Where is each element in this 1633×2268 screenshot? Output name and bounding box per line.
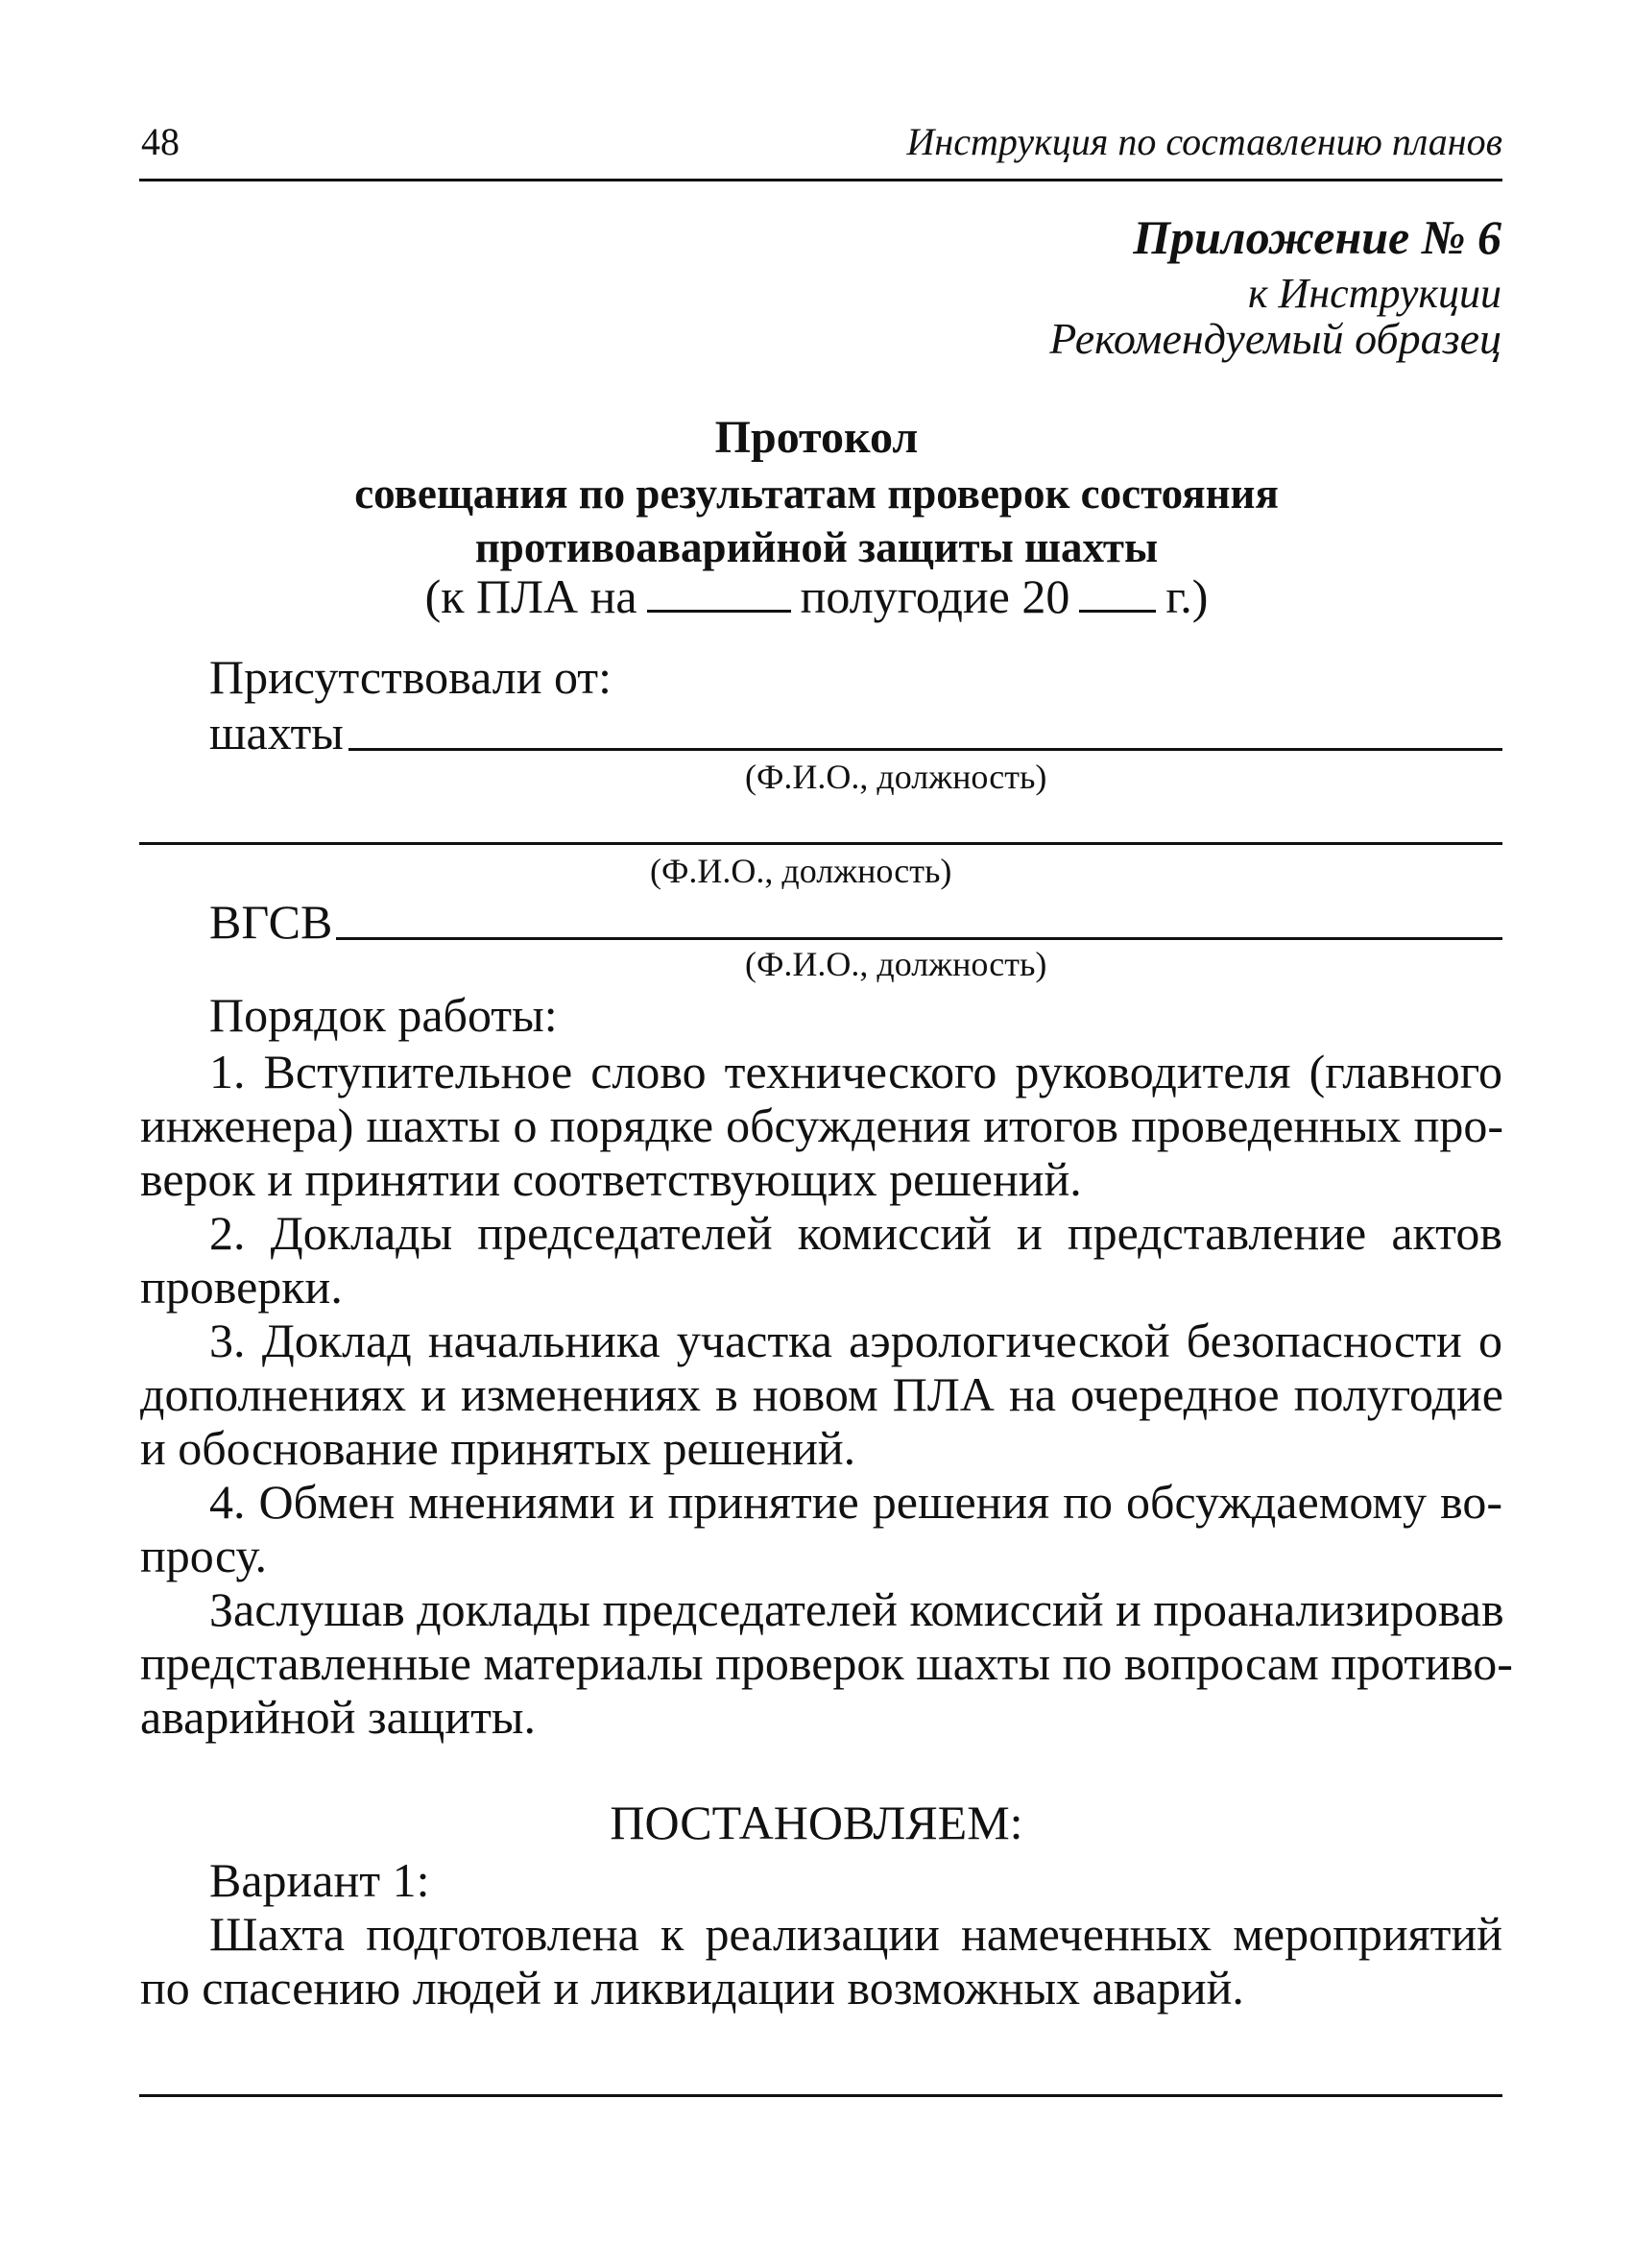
half-year-blank[interactable] [647, 573, 791, 613]
year-blank[interactable] [1079, 573, 1156, 613]
mine-representative-line[interactable] [348, 748, 1502, 751]
period-text-b: полугодие 20 [800, 569, 1070, 623]
appendix-reference: к Инструкции [1247, 270, 1501, 317]
agenda-item-1-line3: верок и принятии соответствующих решений. [140, 1152, 1082, 1206]
agenda-item-4-line2: просу. [140, 1529, 268, 1582]
protocol-subtitle-line2: противоаварийной защиты шахты [474, 523, 1159, 571]
running-title: Инструкция по составлению планов [906, 120, 1502, 163]
protocol-title: Протокол [714, 412, 919, 463]
agenda-item-3-line3: и обоснование принятых решений. [140, 1421, 856, 1475]
protocol-period-line [0, 569, 1633, 623]
period-text-a: (к ПЛА на [424, 569, 637, 623]
agenda-item-4-line1: 4. Обмен мнениями и принятие решения по обсуждаемому во- [209, 1475, 1502, 1529]
protocol-subtitle-line1: совещания по результатам проверок состояния [354, 470, 1279, 518]
conclusion-line1: Заслушав доклады председателей комиссий и проанализировав [209, 1582, 1504, 1636]
agenda-item-3-line2: дополнениях и изменениях в новом ПЛА на очередное полугодие [140, 1367, 1503, 1421]
second-representative-line[interactable] [139, 842, 1502, 845]
conclusion-line2: представленные материалы проверок шахты по вопросам противо- [140, 1636, 1513, 1690]
conclusion-line3: аварийной защиты. [140, 1690, 537, 1744]
agenda-heading: Порядок работы: [209, 988, 558, 1042]
vgsv-label: ВГСВ [209, 895, 333, 949]
appendix-number: Приложение № 6 [1133, 210, 1501, 264]
page-number: 48 [141, 120, 180, 163]
second-caption: (Ф.И.О., должность) [650, 852, 952, 890]
vgsv-representative-line[interactable] [336, 937, 1502, 940]
agenda-item-3-line1: 3. Доклад начальника участка аэрологической безопасности о [209, 1314, 1502, 1367]
agenda-item-1-line2: инженера) шахты о порядке обсуждения итогов проведенных про- [140, 1098, 1503, 1152]
header-rule [139, 179, 1502, 181]
vgsv-caption: (Ф.И.О., должность) [745, 945, 1047, 983]
attendees-heading: Присутствовали от: [209, 650, 612, 704]
resolution-heading: ПОСТАНОВЛЯЕМ: [610, 1796, 1023, 1849]
variant-label: Вариант 1: [209, 1853, 430, 1907]
mine-caption: (Ф.И.О., должность) [745, 758, 1047, 796]
appendix-sample-note: Рекомендуемый образец [1049, 314, 1501, 363]
agenda-item-2-line1: 2. Доклады председателей комиссий и представление актов [209, 1206, 1502, 1260]
agenda-item-1-line1: 1. Вступительное слово технического руководителя (главного [209, 1045, 1502, 1098]
resolution-line2: по спасению людей и ликвидации возможных аварий. [140, 1961, 1244, 2015]
mine-label: шахты [209, 706, 344, 760]
resolution-line1: Шахта подготовлена к реализации намеченных мероприятий [209, 1907, 1502, 1961]
period-text-c: г.) [1165, 569, 1209, 623]
bottom-rule [139, 2094, 1502, 2097]
agenda-item-2-line2: проверки. [140, 1260, 343, 1314]
